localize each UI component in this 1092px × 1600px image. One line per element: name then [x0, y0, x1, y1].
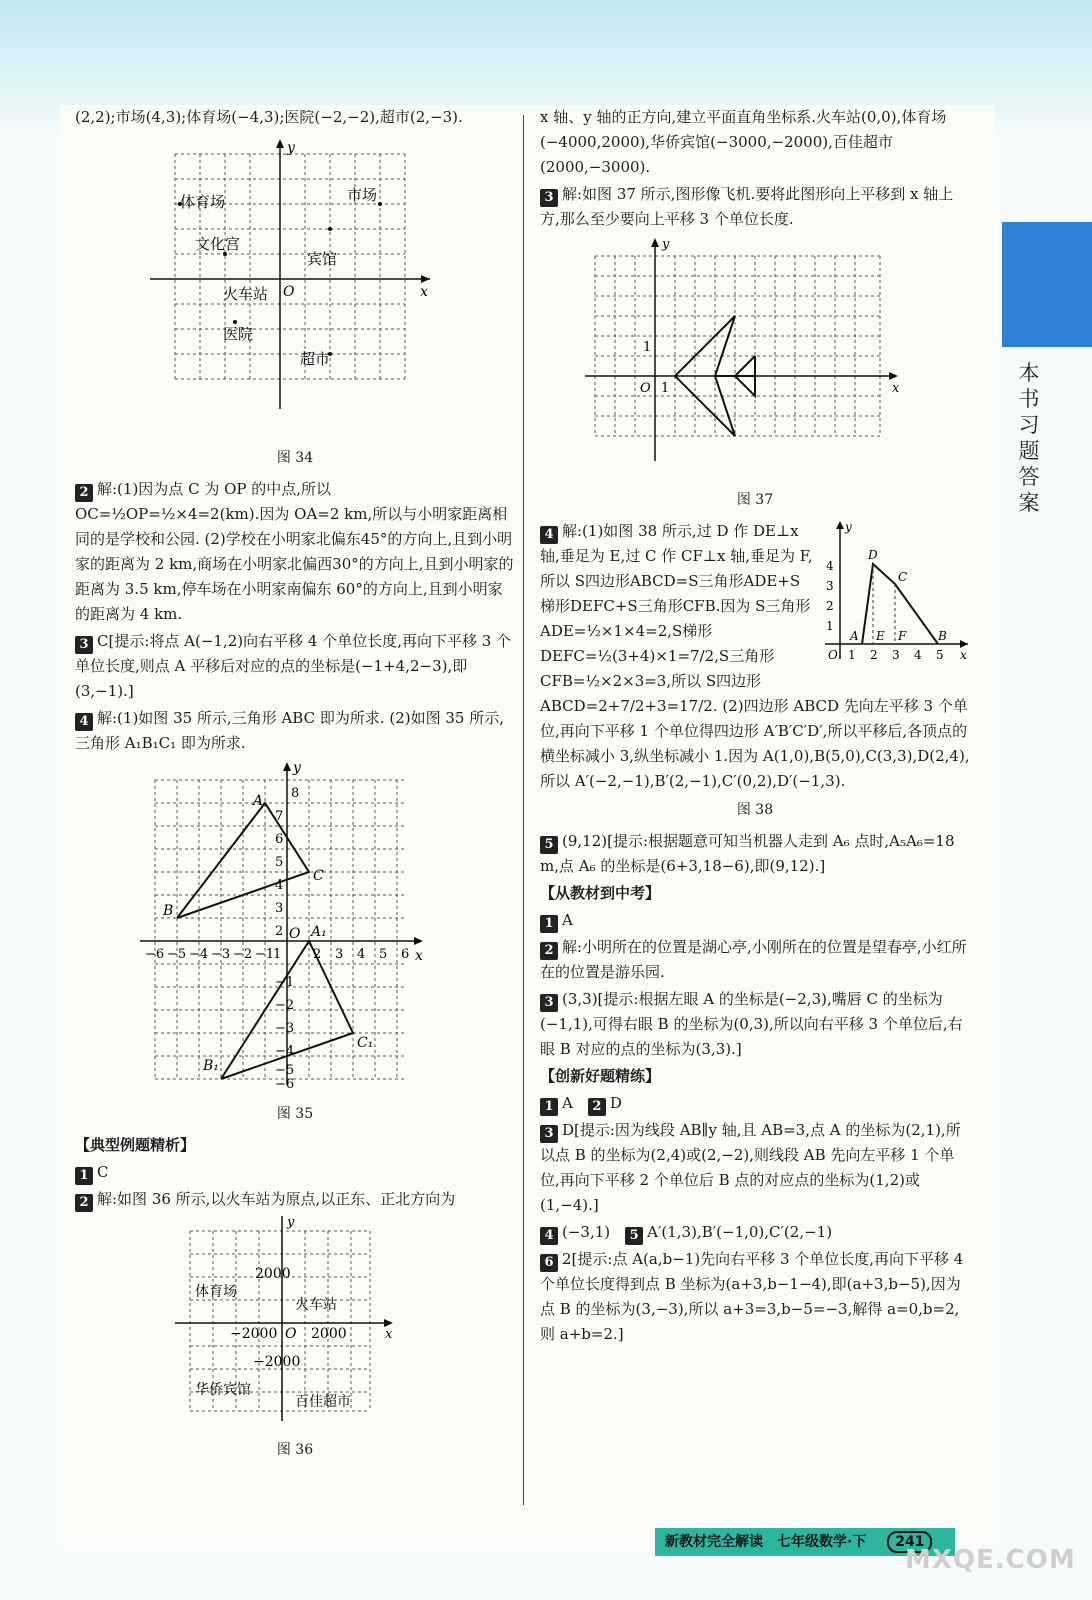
- cx-1-2: 1 A 2 D: [540, 1091, 970, 1116]
- svg-text:火车站: 火车站: [295, 1297, 337, 1313]
- svg-text:2000: 2000: [255, 1266, 291, 1282]
- svg-text:y: y: [287, 1216, 295, 1230]
- svg-text:文化宫: 文化宫: [195, 235, 241, 253]
- fig37-caption: 图 37: [736, 492, 774, 508]
- svg-text:百佳超市: 百佳超市: [295, 1394, 351, 1410]
- watermark: MXQE.COM: [905, 1545, 1076, 1575]
- svg-text:4: 4: [826, 559, 834, 573]
- svg-text:4: 4: [357, 947, 366, 962]
- fig35-graph: [75, 760, 515, 1090]
- svg-text:5: 5: [936, 648, 944, 662]
- figure-35: [75, 760, 515, 1127]
- figure-34: [75, 134, 515, 471]
- svg-text:6: 6: [401, 947, 410, 962]
- svg-text:宾馆: 宾馆: [307, 250, 338, 268]
- fig38-caption: 图 38: [736, 802, 774, 818]
- svg-text:2000: 2000: [311, 1326, 347, 1342]
- svg-text:2: 2: [275, 924, 284, 939]
- svg-text:4: 4: [275, 878, 284, 893]
- section-textbook-exam: 【从教材到中考】: [540, 884, 661, 902]
- svg-text:−3: −3: [275, 1021, 295, 1036]
- svg-text:8: 8: [291, 786, 300, 801]
- fig34-graph: [75, 134, 515, 434]
- svg-text:3: 3: [275, 901, 284, 916]
- svg-text:医院: 医院: [223, 325, 254, 343]
- fig35-caption: 图 35: [276, 1106, 314, 1122]
- answer-2: 2 解:(1)因为点 C 为 OP 的中点,所以 OC=½OP=½×4=2(km).因为 OA=2 km,所以与小明家距离相同的是学校和公园. (2)学校在小明家北偏东45°的方向上,且到小明家的距离为 2 km,商场在小明家北偏西30°的方向上,且到小明家的距离为 3.5 km,停车场在小明家南偏东 60°的方向上,且到小明家的距离为 4 km.: [75, 480, 514, 623]
- zk-3: 3 (3,3)[提示:根据左眼 A 的坐标是(−2,3),嘴唇 C 的坐标为(−1,1),可得右眼 B 的坐标为(0,3),所以向右平移 3 个单位后,右眼 B 对应的点的坐标为(3,3).]: [540, 990, 963, 1058]
- svg-text:A: A: [253, 793, 264, 809]
- page: [60, 105, 995, 1545]
- svg-text:O: O: [285, 1326, 297, 1342]
- cx-3: 3 D[提示:因为线段 AB∥y 轴,且 AB=3,点 A 的坐标为(2,1),所以点 B 的坐标为(2,4)或(2,−2),则线段 AB 先向左平移 1 个单位,再向下平移 2 个单位后 B 点的对应点的坐标为(1,2)或(1,−4).]: [540, 1121, 961, 1214]
- fig38-graph: [820, 519, 970, 669]
- svg-text:x: x: [960, 648, 967, 662]
- page-number: 241: [887, 1531, 932, 1553]
- answer-r3: 3 解:如图 37 所示,图形像飞机.要将此图形向上平移到 x 轴上方,那么至少要向上平移 3 个单位长度.: [540, 185, 954, 228]
- svg-text:超市: 超市: [300, 350, 331, 368]
- svg-text:−2: −2: [275, 998, 295, 1013]
- continued-text: x 轴、y 轴的正方向,建立平面直角坐标系.火车站(0,0),体育场(−4000,2000),华侨宾馆(−3000,−2000),百佳超市(2000,−3000).: [540, 108, 947, 176]
- figure-36: [75, 1216, 515, 1463]
- svg-text:B: B: [163, 903, 174, 919]
- svg-text:−1: −1: [275, 975, 295, 990]
- svg-text:−2000: −2000: [230, 1326, 278, 1342]
- svg-text:x: x: [385, 1327, 393, 1342]
- fig37-graph: [540, 236, 970, 476]
- svg-text:A₁: A₁: [311, 924, 327, 940]
- svg-text:体育场: 体育场: [180, 193, 226, 211]
- svg-text:体育场: 体育场: [195, 1284, 237, 1300]
- intro-text: (2,2);市场(4,3);体育场(−4,3);医院(−2,−2),超市(2,−3).: [75, 108, 463, 126]
- svg-text:−4: −4: [275, 1044, 295, 1059]
- svg-text:C₁: C₁: [357, 1035, 374, 1051]
- svg-text:5: 5: [379, 947, 388, 962]
- fig36-caption: 图 36: [276, 1442, 314, 1458]
- cx-6: 6 2[提示:点 A(a,b−1)先向右平移 3 个单位长度,再向下平移 4 个单位长度得到点 B 坐标为(a+3,b−1−4),即(a+3,b−5),因为点 B 的坐标为(3,−3),所以 a+3=3,b−5=−3,解得 a=0,b=2,则 a+b=2.]: [540, 1250, 964, 1343]
- zk-1: 1 A: [540, 908, 970, 933]
- svg-text:3: 3: [335, 947, 344, 962]
- svg-text:C: C: [898, 570, 908, 584]
- example-2: 2 解:如图 36 所示,以火车站为原点,以正东、正北方向为: [75, 1187, 515, 1212]
- section-innovation: 【创新好题精练】: [540, 1067, 661, 1085]
- svg-text:O: O: [640, 381, 651, 396]
- svg-text:−5: −5: [167, 947, 187, 962]
- section-typical: 【典型例题精析】: [75, 1136, 196, 1154]
- chapter-tab: [1002, 222, 1092, 347]
- svg-text:y: y: [662, 237, 670, 252]
- column-divider: [523, 115, 524, 1505]
- fig34-caption: 图 34: [276, 450, 314, 466]
- svg-text:O: O: [283, 284, 295, 300]
- svg-text:F: F: [898, 629, 907, 643]
- svg-text:A: A: [850, 629, 859, 643]
- svg-text:1: 1: [661, 381, 670, 396]
- svg-text:4: 4: [914, 648, 922, 662]
- figure-37: [540, 236, 970, 513]
- svg-text:7: 7: [275, 809, 284, 824]
- svg-text:5: 5: [275, 855, 284, 870]
- answer-3: 3 C[提示:将点 A(−1,2)向右平移 4 个单位长度,再向下平移 3 个单位长度,则点 A 平移后对应的点的坐标是(−1+4,2−3),即(3,−1).]: [75, 632, 512, 700]
- svg-text:−6: −6: [145, 947, 165, 962]
- y-axis-label: y: [287, 140, 295, 156]
- left-column: [75, 105, 515, 1469]
- fig36-graph: [75, 1216, 515, 1426]
- svg-text:−3: −3: [211, 947, 231, 962]
- x-axis-label: x: [420, 284, 428, 300]
- svg-text:1: 1: [273, 947, 282, 962]
- svg-text:火车站: 火车站: [223, 285, 269, 303]
- example-1: 1 C: [75, 1160, 515, 1185]
- answer-r5: 5 (9,12)[提示:根据题意可知当机器人走到 A₆ 点时,A₅A₆=18 m,点 A₆ 的坐标是(6+3,18−6),即(9,12).]: [540, 832, 955, 875]
- svg-text:市场: 市场: [347, 186, 378, 204]
- side-title: 本书习题答案: [1018, 361, 1040, 515]
- svg-text:6: 6: [275, 832, 284, 847]
- svg-text:2: 2: [313, 947, 322, 962]
- svg-text:D: D: [868, 548, 878, 562]
- svg-text:3: 3: [892, 648, 900, 662]
- answer-4: 4 解:(1)如图 35 所示,三角形 ABC 即为所求. (2)如图 35 所示,三角形 A₁B₁C₁ 即为所求.: [75, 709, 505, 752]
- svg-text:−1: −1: [255, 947, 275, 962]
- svg-text:x: x: [892, 381, 900, 396]
- svg-text:B: B: [938, 629, 947, 643]
- cx-4-5: 4 (−3,1) 5 A′(1,3),B′(−1,0),C′(2,−1): [540, 1220, 970, 1245]
- svg-text:−5: −5: [275, 1063, 295, 1078]
- svg-text:2: 2: [826, 599, 834, 613]
- svg-text:1: 1: [848, 648, 856, 662]
- answer-r4: 4 解:(1)如图 38 所示,过 D 作 DE⊥x 轴,垂足为 E,过 C 作 CF⊥x 轴,垂足为 F,所以 S四边形ABCD=S三角形ADE+S梯形DEFC+S三角形CFB.因为 S三角形ADE=½×1×4=2,S梯形DEFC=½(3+4)×1=7/2,S三角形CFB=½×2×3=3,所以 S四边形ABCD=2+7/2+3=17/2. (2)四边形 ABCD 先向左平移 3 个单位,再向下平移 1 个单位得四边形 A′B′C′D′,所以平移后,各顶点的横坐标减小 3,纵坐标减小 1.因为 A(1,0),B(5,0),C(3,3),D(2,4),所以 A′(−2,−1),B′(2,−1),C′(0,2),D′(−1,3).: [540, 522, 970, 790]
- svg-text:C: C: [313, 868, 324, 884]
- svg-text:B₁: B₁: [203, 1058, 219, 1074]
- svg-text:E: E: [876, 629, 885, 643]
- svg-text:1: 1: [643, 340, 652, 355]
- right-column: [540, 105, 970, 1349]
- svg-text:x: x: [415, 948, 423, 964]
- svg-text:2: 2: [870, 648, 878, 662]
- svg-text:3: 3: [826, 579, 834, 593]
- svg-text:y: y: [293, 760, 301, 776]
- svg-text:O: O: [289, 926, 301, 942]
- zk-2: 2 解:小明所在的位置是湖心亭,小刚所在的位置是望春亭,小红所在的位置是游乐园.: [540, 938, 967, 981]
- svg-text:−6: −6: [275, 1077, 295, 1090]
- svg-text:−4: −4: [189, 947, 209, 962]
- svg-text:O: O: [828, 648, 838, 662]
- svg-text:−2000: −2000: [253, 1354, 301, 1370]
- svg-text:华侨宾馆: 华侨宾馆: [195, 1382, 251, 1398]
- answer-r4-block: [540, 519, 970, 823]
- svg-text:−2: −2: [233, 947, 253, 962]
- svg-text:1: 1: [826, 619, 834, 633]
- footer-label: 新教材完全解读 七年级数学·下: [665, 1534, 867, 1550]
- svg-text:y: y: [845, 520, 852, 534]
